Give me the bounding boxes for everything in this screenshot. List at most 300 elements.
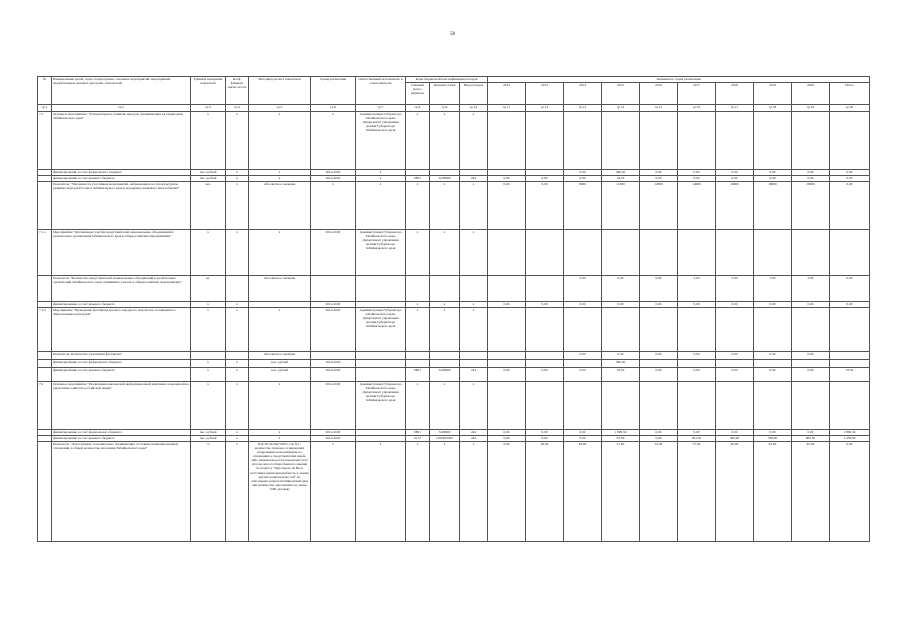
table-row [38,360,870,368]
row-code-vr: 244 [460,436,488,442]
table-row [38,182,870,230]
row-name: Мероприятие "Организация участия представителей национальных объединений и религиозных организаций Забайкальского края в общероссийских мероприятиях" [52,230,191,276]
row-number: 7.1.1 [38,230,52,276]
row-coef: х [226,382,249,430]
column-number: гр.16 [678,105,716,112]
table-row [38,230,870,276]
row-code-cs [430,352,460,360]
row-value-7: 0,00 [754,302,792,308]
row-value-9: 0,00 [830,176,870,182]
row-number [38,276,52,302]
column-number: гр.19 [792,105,830,112]
row-code-glav [406,276,430,302]
row-value-3 [602,112,640,170]
row-unit: х [191,302,226,308]
row-value-1 [526,382,564,430]
column-number: гр.7 [356,105,406,112]
row-value-7: 0,00 [754,170,792,176]
row-value-5: 0,00 [678,368,716,382]
row-term: 2014-2020 [311,302,356,308]
row-value-9: 1 459,90 [830,436,870,442]
row-value-0: 0,00 [488,368,526,382]
row-value-3: 369,20 [602,170,640,176]
row-code-glav: х [406,112,430,170]
row-code-glav: х [406,230,430,276]
row-method: тыс. рублей [249,368,311,382]
row-code-cs: х [430,230,460,276]
header-unit: Единица измерения показателя [191,77,226,105]
row-value-4 [640,360,678,368]
row-value-9 [830,360,870,368]
row-coef: х [226,230,249,276]
row-term: 2014-2020 [311,230,356,276]
row-value-8: 0,00 [792,170,830,176]
row-coef [226,276,249,302]
row-unit: х [191,112,226,170]
row-value-3: 95,30 [602,436,640,442]
row-value-2: 0,00 [564,276,602,302]
row-value-9 [830,382,870,430]
row-value-0 [488,382,526,430]
row-method: Абсолютное значение [249,352,311,360]
header-year-1: 2013 [526,83,564,105]
row-value-8: 0,00 [792,352,830,360]
row-term: 2014-2020 [311,360,356,368]
row-code-vr: х [460,308,488,352]
header-year-8: 2020 [792,83,830,105]
row-value-9: 0,00 [830,276,870,302]
row-value-8 [792,360,830,368]
row-unit: чел. [191,182,226,230]
row-value-2: 0,00 [564,302,602,308]
row-value-8: 0,00 [792,302,830,308]
row-coef: х [226,360,249,368]
row-name: финансирование за счет федерального бюджета [52,360,191,368]
row-term: 2014-2020 [311,368,356,382]
row-code-cs: 5229900 [430,176,460,182]
row-value-3: 0,00 [602,276,640,302]
row-value-7 [754,360,792,368]
row-value-2: 0,00 [564,430,602,436]
row-method: х [249,176,311,182]
row-value-5 [678,230,716,276]
header-codes: Коды бюджетной классификации расходов [406,77,488,83]
row-value-4 [640,112,678,170]
row-value-4: 0,00 [640,302,678,308]
row-value-1 [526,276,564,302]
row-name: финансирование за счет краевого бюджета [52,368,191,382]
row-value-9 [830,230,870,276]
row-coef: х [226,176,249,182]
row-term [311,352,356,360]
column-number: гр.5 [249,105,311,112]
row-code-glav: х [406,442,430,542]
row-unit [191,352,226,360]
row-name: финансирование за счет краевого бюджета [52,302,191,308]
row-name: финансирование за счет краевого бюджета [52,436,191,442]
row-value-0 [488,360,526,368]
row-responsible [356,276,406,302]
row-value-8: 5,00 [792,276,830,302]
column-number: гр.15 [640,105,678,112]
row-name: Показатель "Доля граждан, положительно оценивающих состояние межнациональных отношений, в общем количестве населения Забайкальского края" [52,442,191,542]
row-method: х [249,430,311,436]
row-value-1 [526,352,564,360]
row-value-6: 0,00 [716,302,754,308]
row-value-7: 5,00 [754,276,792,302]
column-number: гр.4 [226,105,249,112]
row-term: 2014-2020 [311,308,356,352]
row-name: финансирование за счет федерального бюджета [52,170,191,176]
column-number: гр.11 [488,105,526,112]
row-value-7: 18000 [754,182,792,230]
header-code-vr: Вид расходов [460,83,488,105]
row-code-glav: х [406,308,430,352]
row-code-glav: х [406,302,430,308]
row-name: Показатель "Количество представителей национальных объединений и религиозных организаций Забайкальского края, принявших участие в общероссийских мероприятиях" [52,276,191,302]
row-term: х [311,182,356,230]
row-value-0: 0,00 [488,430,526,436]
row-value-3: 369,20 [602,360,640,368]
row-method: тыс. рублей [249,360,311,368]
row-code-vr: 244 [460,430,488,436]
row-coef: х [226,170,249,176]
row-number [38,182,52,230]
row-value-1: 0,00 [526,176,564,182]
row-unit: % [191,442,226,542]
row-code-vr [460,360,488,368]
row-code-glav: 0801 [406,368,430,382]
row-value-5 [678,112,716,170]
row-value-3: 11000 [602,182,640,230]
row-code-vr: 244 [460,368,488,382]
row-value-2: 0,00 [564,352,602,360]
row-value-1 [526,230,564,276]
row-value-8 [792,112,830,170]
row-value-2 [564,112,602,170]
row-value-6: 60,00 [716,442,754,542]
row-code-cs: 1950203395 [430,436,460,442]
row-code-glav: х [406,182,430,230]
row-value-1: 0,00 [526,430,564,436]
row-value-3: 19,50 [602,368,640,382]
row-name: Показатель: Количество участников фестиваля" [52,352,191,360]
row-term: х [311,112,356,170]
row-value-4: 0,00 [640,368,678,382]
row-code-vr: х [460,112,488,170]
row-code-cs: х [430,302,460,308]
row-code-vr [460,276,488,302]
table-row [38,368,870,382]
row-code-vr: х [460,442,488,542]
row-responsible: х [356,182,406,230]
row-number: 7.2 [38,382,52,430]
row-value-6: 300,00 [716,436,754,442]
row-responsible: Администрация Губернатора Забайкальского края, Департамент управления делами Губернатора Забайкальского края [356,112,406,170]
row-value-9: 0,00 [830,182,870,230]
row-value-4: 0,00 [640,352,678,360]
row-value-6: 0,00 [716,352,754,360]
row-value-2 [564,230,602,276]
row-method: Абсолютное значение [249,182,311,230]
row-responsible: х [356,170,406,176]
row-value-3: 19,50 [602,176,640,182]
row-value-5 [678,308,716,352]
row-value-0 [488,276,526,302]
row-value-0: 0,00 [488,436,526,442]
row-code-vr: х [460,382,488,430]
row-method: х [249,308,311,352]
row-value-1: 0,00 [526,368,564,382]
row-code-vr: 244 [460,176,488,182]
row-coef: х [226,302,249,308]
row-value-9: 0,00 [830,442,870,542]
row-term: 2014-2020 [311,430,356,436]
row-value-2: 8000 [564,182,602,230]
program-table [37,76,870,542]
column-number: гр.10 [460,105,488,112]
column-number: гр.20 [830,105,870,112]
row-unit: тыс. рублей [191,176,226,182]
row-value-7 [754,308,792,352]
row-code-cs [430,360,460,368]
row-value-2 [564,308,602,352]
row-value-9: 0,00 [830,302,870,308]
row-value-9: 0,00 [830,170,870,176]
row-value-3: 0,00 [602,302,640,308]
row-value-1: 0,00 [526,182,564,230]
row-value-8 [792,308,830,352]
row-value-4: 12000 [640,182,678,230]
row-value-6: 0,00 [716,176,754,182]
row-method: х [249,170,311,176]
column-number: гр.18 [754,105,792,112]
header-year-9: Итого [830,83,870,105]
row-name: финансирование за счет краевого бюджета [52,176,191,182]
header-resp: Ответственный исполнитель и соисполнители [356,77,406,105]
column-number: гр.8 [406,105,430,112]
row-value-5: 291,30 [678,436,716,442]
row-value-8: 0,00 [792,430,830,436]
row-term: 2014-2020 [311,170,356,176]
row-value-7 [754,230,792,276]
row-value-1: 46,00 [526,442,564,542]
table-row [38,112,870,170]
row-value-1: 0,00 [526,436,564,442]
row-value-4: 0,00 [640,176,678,182]
row-coef [226,352,249,360]
row-value-3 [602,382,640,430]
row-value-0 [488,352,526,360]
row-value-7: 0,00 [754,176,792,182]
row-unit: ед. [191,276,226,302]
row-value-7: 0,00 [754,430,792,436]
row-code-glav: 0801 [406,176,430,182]
header-year-6: 2018 [716,83,754,105]
row-value-5: 57,00 [678,442,716,542]
row-value-5: 0,00 [678,176,716,182]
row-name: финансирование за счет федерального бюджета [52,430,191,436]
row-method: х [249,382,311,430]
table-row [38,382,870,430]
row-unit: х [191,382,226,430]
column-number: гр.14 [602,105,640,112]
row-code-vr: х [460,182,488,230]
row-unit: тыс. рублей [191,170,226,176]
header-name: Наименование целей, задач, подпрограмм, основных мероприятий, мероприятий, ведомственных целевых программ, показателей [52,77,191,105]
row-responsible: х [356,442,406,542]
row-code-glav: 0801 [406,430,430,436]
row-value-2: 0,00 [564,170,602,176]
row-value-7 [754,382,792,430]
row-value-8: 65,00 [792,442,830,542]
column-number: гр.13 [564,105,602,112]
row-coef: х [226,308,249,352]
row-value-7 [754,112,792,170]
header-year-5: 2017 [678,83,716,105]
row-value-6 [716,382,754,430]
row-value-3 [602,308,640,352]
row-code-glav: х [406,382,430,430]
row-value-9 [830,352,870,360]
row-value-2: 0,00 [564,368,602,382]
row-unit: х [191,230,226,276]
row-responsible [356,360,406,368]
row-value-2: 0,00 [564,176,602,182]
row-value-6 [716,308,754,352]
row-number [38,360,52,368]
row-value-8: 0,00 [792,176,830,182]
row-value-9: 1 809,34 [830,430,870,436]
row-method: Абсолютное значение [249,276,311,302]
row-value-4: 54,00 [640,442,678,542]
row-code-cs: х [430,382,460,430]
row-value-0 [488,112,526,170]
row-coef: х [226,182,249,230]
row-value-7: 338,00 [754,436,792,442]
row-unit: тыс. рублей [191,430,226,436]
row-value-4: 0,00 [640,170,678,176]
row-value-6 [716,230,754,276]
row-method: х [249,112,311,170]
row-responsible [356,368,406,382]
row-value-0: 0,00 [488,182,526,230]
row-code-glav [406,352,430,360]
row-method: х [249,230,311,276]
row-value-9: 19,50 [830,368,870,382]
row-value-6: 16000 [716,182,754,230]
header-year-4: 2016 [640,83,678,105]
row-term: 2014-2020 [311,176,356,182]
row-coef: х [226,442,249,542]
row-code-cs: 5229900 [430,368,460,382]
row-number: 7.1 [38,112,52,170]
row-value-3: 51,00 [602,442,640,542]
row-coef: х [226,368,249,382]
row-value-4: 0,00 [640,276,678,302]
row-value-5: 0,00 [678,430,716,436]
row-value-1 [526,360,564,368]
row-responsible: х [356,176,406,182]
column-number: гр.9 [430,105,460,112]
header-values: Значения по годам реализации [488,77,870,83]
row-code-cs [430,276,460,302]
row-responsible [356,352,406,360]
row-value-4: 0,00 [640,436,678,442]
header-year-3: 2015 [602,83,640,105]
row-name: Основное мероприятие "Этнокультурное развитие народов, проживающих на территории Забайкальского края" [52,112,191,170]
row-code-cs: 5229900 [430,430,460,436]
row-unit: х [191,308,226,352]
row-code-cs: х [430,182,460,230]
header-year-7: 2019 [754,83,792,105]
row-value-8: 863,30 [792,436,830,442]
header-method: Методика расчета показателя [249,77,311,105]
column-number: гр.3 [191,105,226,112]
row-value-5: 5,00 [678,276,716,302]
row-value-1: 0,00 [526,302,564,308]
row-value-4: 0,00 [640,430,678,436]
row-value-6: 0,00 [716,170,754,176]
row-value-4 [640,382,678,430]
row-value-4 [640,230,678,276]
row-value-7: 0,00 [754,368,792,382]
row-value-6: 0,00 [716,368,754,382]
row-value-3: 0,00 [602,352,640,360]
row-coef: х [226,112,249,170]
row-method: х [249,436,311,442]
row-value-0 [488,230,526,276]
row-value-0: 0,00 [488,442,526,542]
table-row [38,442,870,542]
header-year-0: 2012 [488,83,526,105]
header-code-cs: Целевая статья [430,83,460,105]
row-value-8: 20000 [792,182,830,230]
row-number [38,352,52,360]
row-value-5 [678,360,716,368]
row-coef: х [226,436,249,442]
row-term [311,276,356,302]
row-code-vr: х [460,302,488,308]
row-value-6 [716,360,754,368]
header-code-glav: Главный распо- рядитель [406,83,430,105]
row-value-9 [830,112,870,170]
row-number [38,368,52,382]
row-value-7: 0,00 [754,352,792,360]
row-unit: тыс. рублей [191,436,226,442]
table-row [38,352,870,360]
row-value-2: 0,00 [564,436,602,442]
row-value-8 [792,382,830,430]
row-name: Мероприятие "Проведение фестиваля детского народного творчества, посвященного национальным культурам" [52,308,191,352]
row-value-3: 1 809,34 [602,430,640,436]
row-value-0 [488,308,526,352]
table-row [38,308,870,352]
row-value-5: 14000 [678,182,716,230]
row-value-2: 48,00 [564,442,602,542]
row-value-1 [526,112,564,170]
column-number: гр.12 [526,105,564,112]
column-number: гр.6 [311,105,356,112]
row-unit: х [191,368,226,382]
row-value-5: 0,00 [678,352,716,360]
row-number: 7.1.2 [38,308,52,352]
row-value-8: 0,00 [792,368,830,382]
header-no: № [38,77,52,105]
header-term: Сроки реализации [311,77,356,105]
row-code-glav: 0113 [406,436,430,442]
row-number [38,442,52,542]
